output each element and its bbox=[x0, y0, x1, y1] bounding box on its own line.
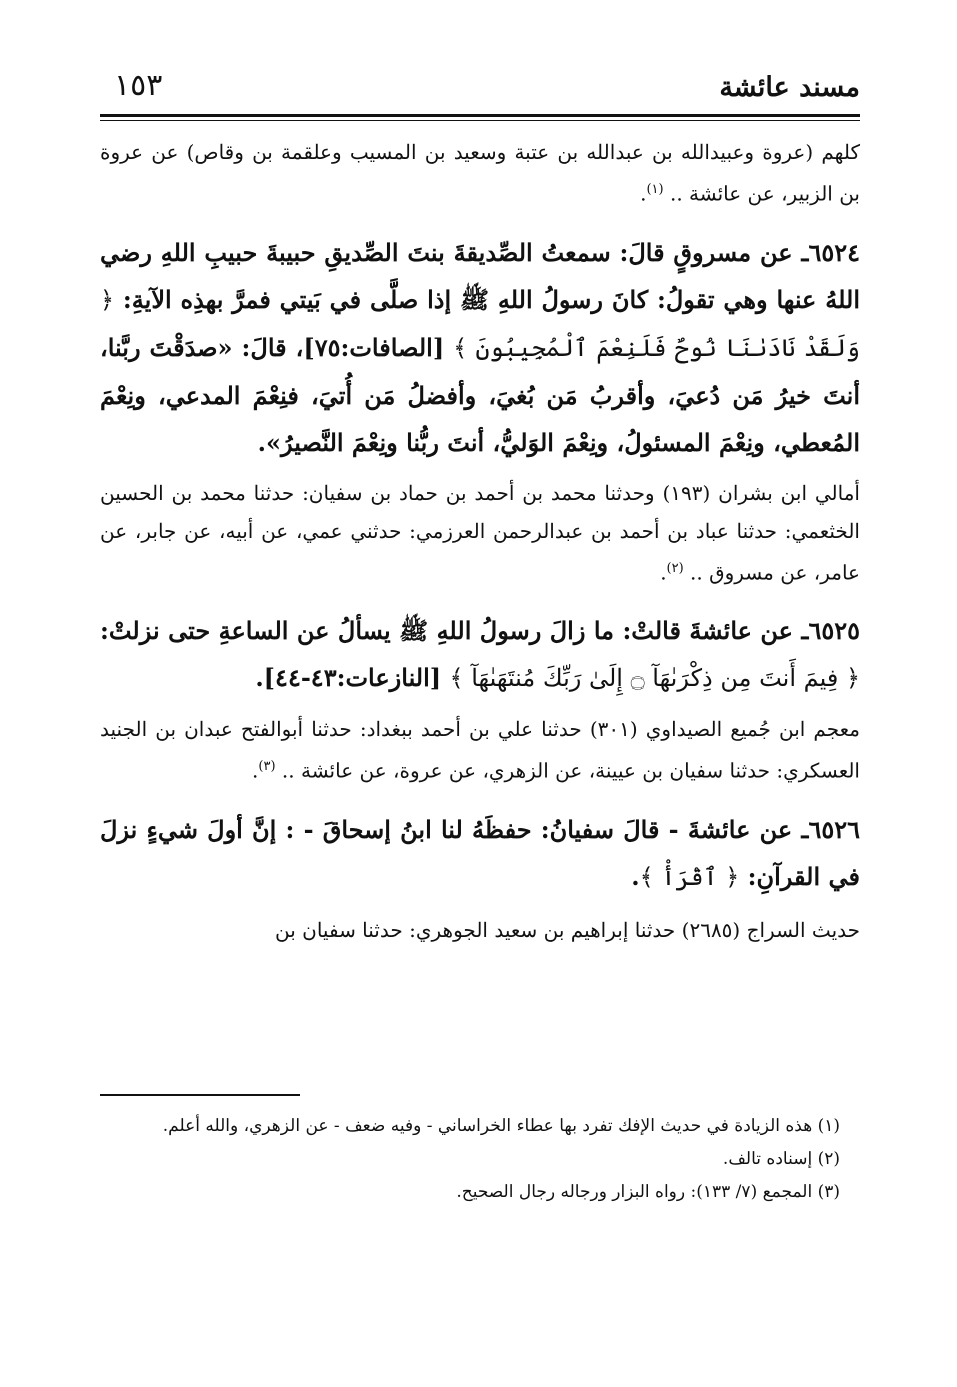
quran-verse: ﴿ ٱقْرَأْ ﴾ bbox=[639, 862, 740, 891]
source-paragraph: أمالي ابن بشران (١٩٣) وحدثنا محمد بن أحمد بن حماد بن سفيان: حدثنا محمد بن الحسين الخثعمي: حدثنا عباد بن أحمد بن عبدالرحمن العرزمي: حدثني عمي، عن أبيه، عن جابر، عن عامر، عن مسروق .. $^{(٢)}$. bbox=[100, 480, 860, 585]
footnote-ref-3: (٣) bbox=[258, 759, 276, 775]
footnote-ref-1: (١) bbox=[646, 182, 664, 197]
source-paragraph: حديث السراج (٢٦٨٥) حدثنا إبراهيم بن سعيد الجوهري: حدثنا سفيان بن bbox=[274, 917, 860, 942]
hadith-6524: ٦٥٢٤ـ عن مسروقٍ قالَ: سمعتُ الصِّديقةَ بنتَ الصِّديقِ حبيبةَ حبيبِ اللهِ رضي اللهُ عنها وهي تقولُ: كانَ رسولُ اللهِ ﷺ إذا صلَّى في بَيتي فمرَّ بهذِه الآيةِ: ﴿ وَلَقَدْ نَادَىٰنَا نُوحٌ فَلَنِعْمَ ٱلْمُجِيبُونَ ﴾ [الصافات:٧٥]، قالَ: «صدَقْتَ ربَّنا، أنتَ خيرُ مَن دُعيَ، وأقربُ مَن بُغيَ، وأفضلُ مَن أُتيَ، فنِعْمَ المدعي، ونِعْمَ المُعطي، ونِعْمَ المسئولُ، ونِعْمَ الوَليُّ، أنتَ ربُّنا ونِعْمَ النَّصيرُ». bbox=[100, 237, 861, 457]
footnote-1: (١) هذه الزيادة في حديث الإفك تفرد بها عطاء الخراساني - وفيه ضعف - عن الزهري، والله أعلم. bbox=[162, 1116, 840, 1136]
source-paragraph: معجم ابن جُميع الصيداوي (٣٠١) حدثنا علي بن أحمد ببغداد: حدثنا أبوالفتح عبدان بن الجنيد العسكري: حدثنا سفيان بن عيينة، عن الزهري، عن عروة، عن عائشة .. $^{(٣)}$. bbox=[100, 717, 860, 783]
hadith-6526: ٦٥٢٦ـ عن عائشةَ - قالَ سفيانُ: حفظَهُ لنا ابنُ إسحاقَ - : إنَّ أولَ شيءٍ نزلَ في القرآنِ: ﴿ ٱقْرَأْ ﴾. bbox=[100, 814, 860, 891]
footnote-ref-2: (٢) bbox=[666, 560, 684, 576]
header-rule-thick bbox=[100, 114, 860, 117]
footnotes bbox=[100, 1110, 840, 1209]
footnote-separator bbox=[100, 1094, 300, 1096]
running-title: مسند عائشة bbox=[719, 72, 860, 103]
quran-verse: ﴿ فِيمَ أَنتَ مِن ذِكْرَىٰهَآ ۝ إِلَىٰ رَبِّكَ مُنتَهَىٰهَآ ﴾ bbox=[449, 664, 860, 693]
footnote-2: (٢) إسناده تالف. bbox=[722, 1149, 840, 1169]
page-header bbox=[100, 58, 860, 114]
source-paragraph: كلهم (عروة وعبيدالله بن عبدالله بن عتبة وسعيد بن المسيب وعلقمة بن وقاص) عن عروة بن الزبير، عن عائشة .. $^{(١)}$. bbox=[100, 140, 860, 206]
page-number: ١٥٣ bbox=[114, 68, 163, 103]
quran-verse: ﴿ وَلَقَدْ نَادَىٰنَا نُوحٌ فَلَنِعْمَ ٱلْمُجِيبُونَ ﴾ bbox=[100, 285, 860, 362]
hadith-6525: ٦٥٢٥ـ عن عائشةَ قالتْ: ما زالَ رسولُ اللهِ ﷺ يسألُ عن الساعةِ حتى نزلتْ: ﴿ فِيمَ أَنتَ مِن ذِكْرَىٰهَآ ۝ إِلَىٰ رَبِّكَ مُنتَهَىٰهَآ ﴾ [النازعات:٤٣-٤٤]. bbox=[100, 616, 860, 693]
footnote-3: (٣) المجمع (٧/ ١٣٣): رواه البزار ورجاله رجال الصحيح. bbox=[456, 1182, 840, 1202]
page-content bbox=[100, 58, 860, 949]
header-rule-thin bbox=[100, 120, 860, 121]
